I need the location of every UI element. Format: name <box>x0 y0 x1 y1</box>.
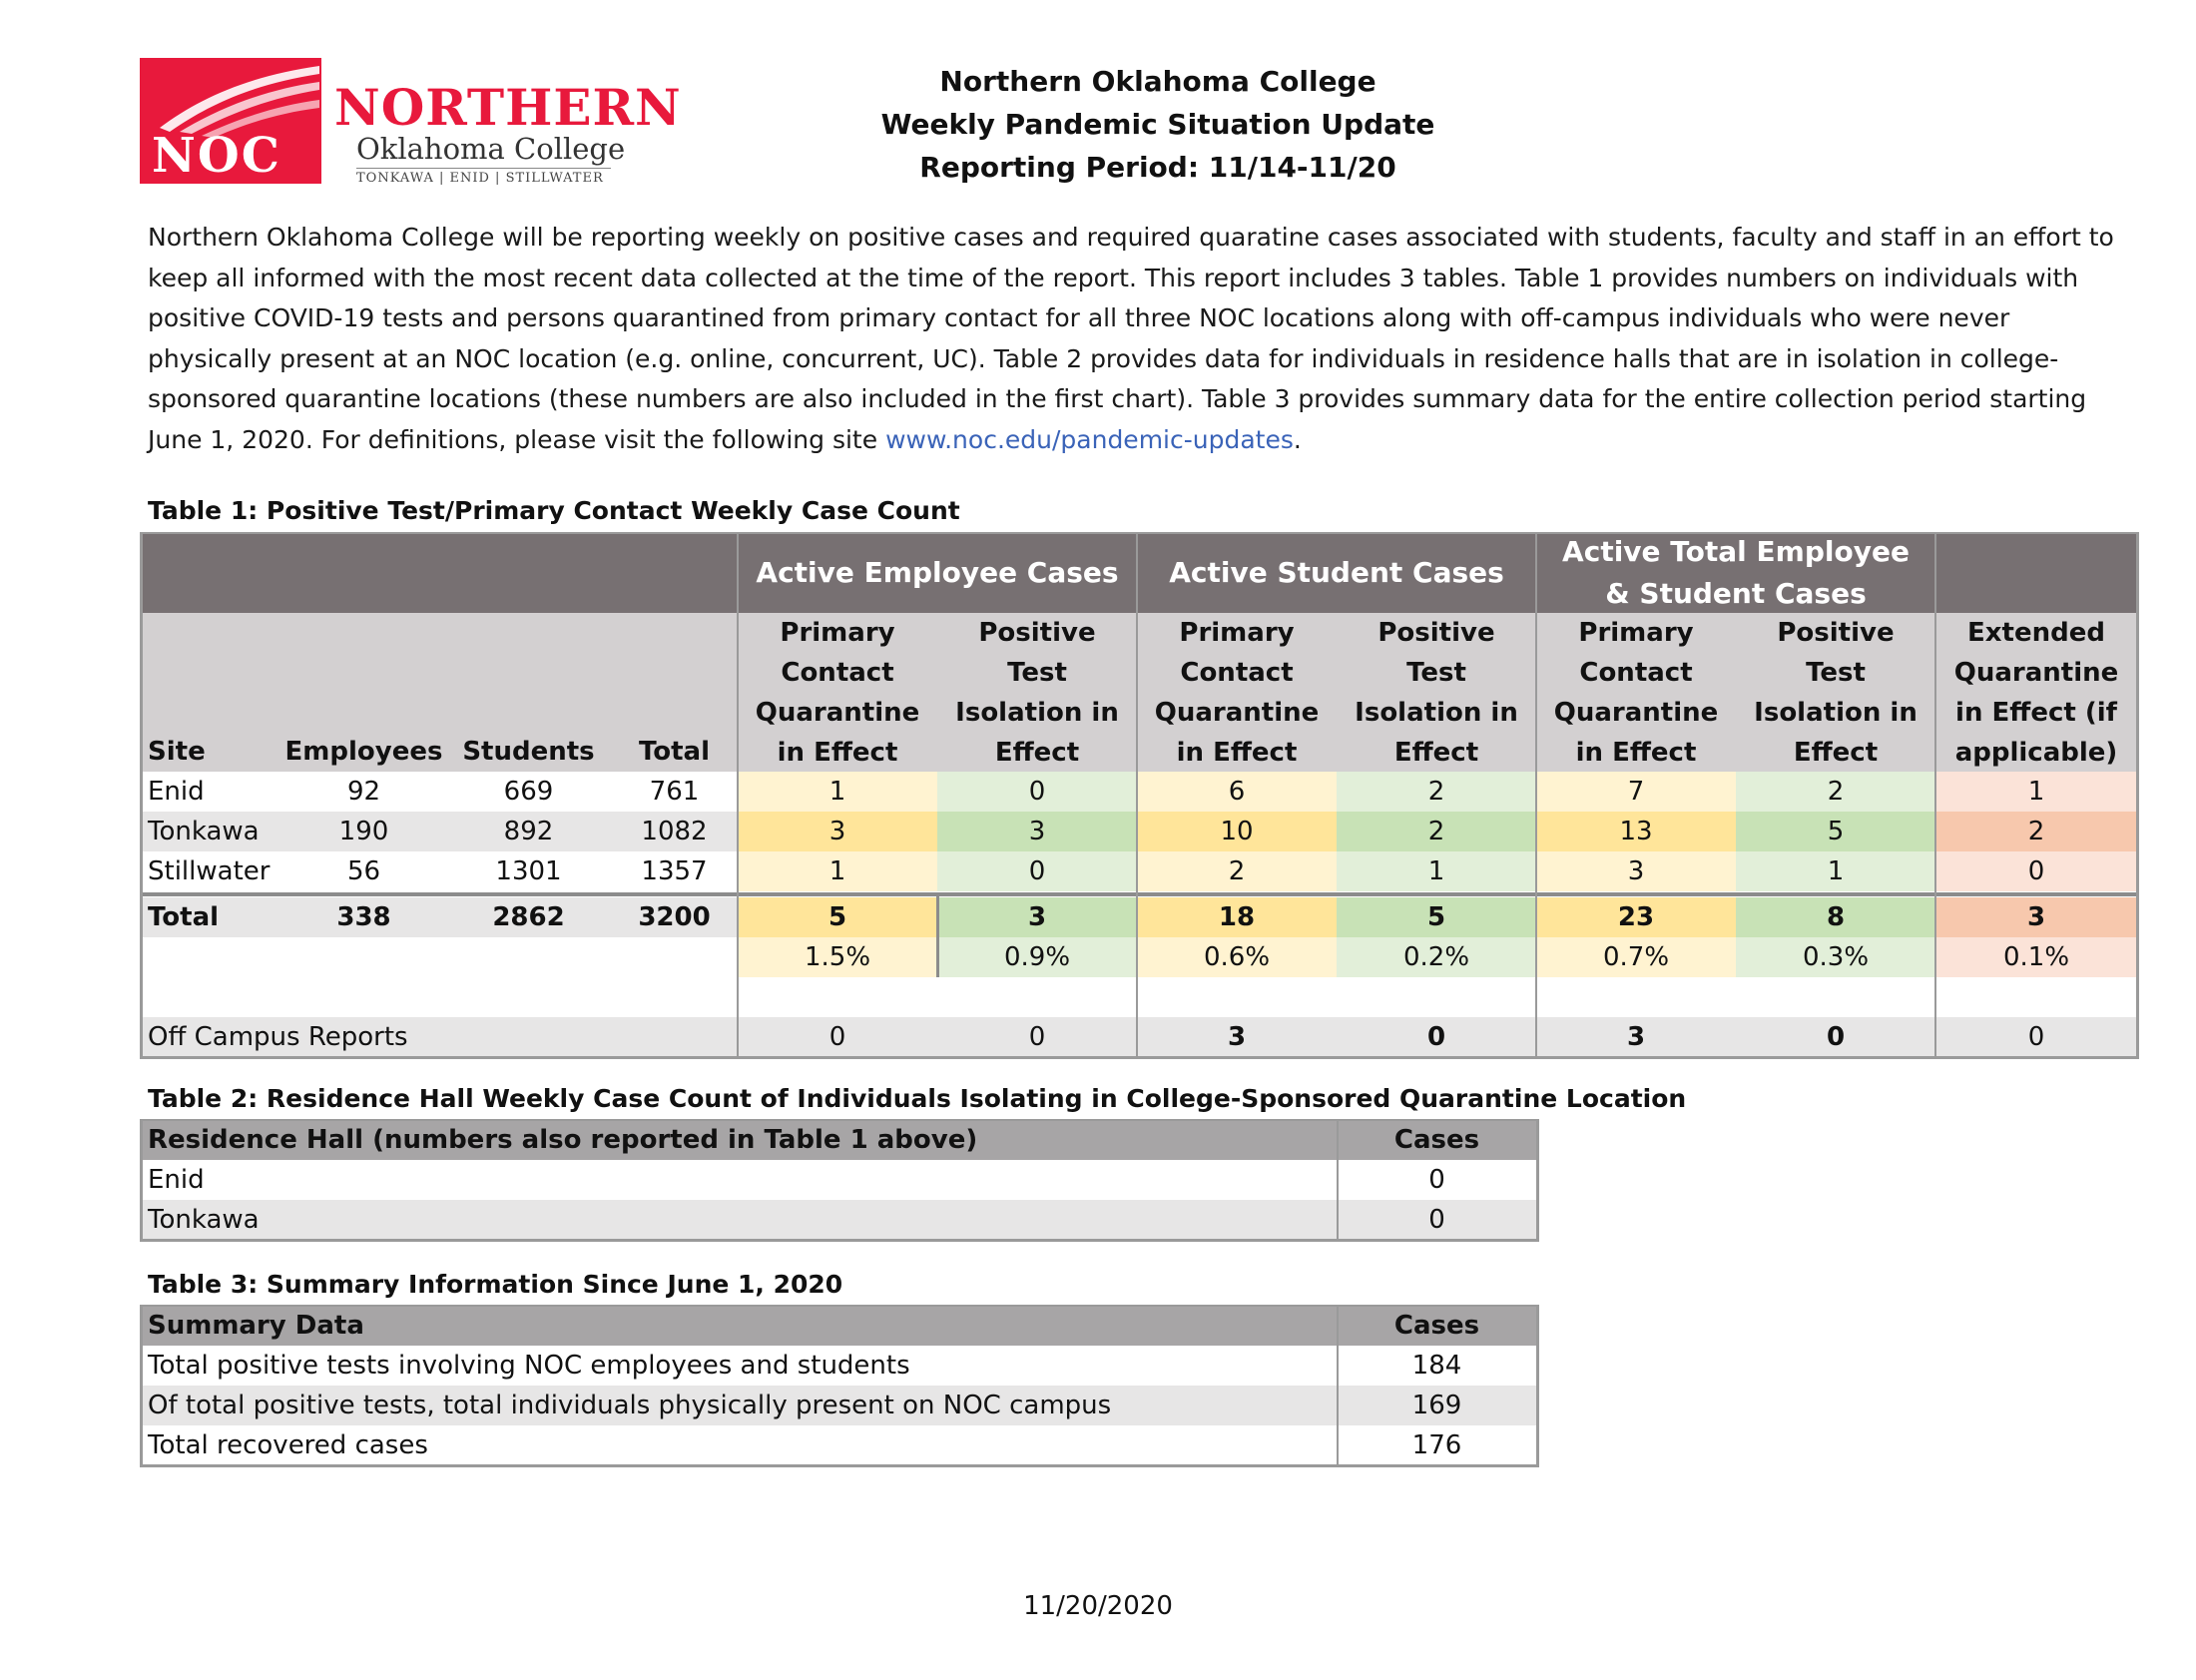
table3-row-present-value: 169 <box>1338 1386 1536 1425</box>
table1-caption: Table 1: Positive Test/Primary Contact Weekly Case Count <box>148 496 960 525</box>
definitions-link[interactable]: www.noc.edu/pandemic-updates <box>885 424 1294 454</box>
table2-caption: Table 2: Residence Hall Weekly Case Count of Individuals Isolating in College-Sponsored Quarantine Location <box>148 1084 1687 1113</box>
row-tonkawa-employees: 190 <box>281 812 446 851</box>
row-stillwater-tot-positive: 1 <box>1736 851 1935 891</box>
table3-border-top <box>141 1305 1538 1307</box>
table2-row-tonkawa-value: 0 <box>1338 1200 1536 1240</box>
row-enid-total: 761 <box>649 777 700 807</box>
col-employee-positive-test: Positive Test Isolation in Effect <box>937 613 1137 772</box>
off-campus-stu-primary: 3 <box>1137 1017 1337 1057</box>
row-total-extended: 3 <box>1935 897 2137 937</box>
row-enid-site: Enid <box>148 777 205 807</box>
intro-end: . <box>1293 424 1302 454</box>
row-stillwater-students: 1301 <box>495 856 562 886</box>
row-total-employees: 338 <box>281 897 446 937</box>
logo-word-oklahoma-college: Oklahoma College <box>356 132 626 166</box>
col-employee-primary-contact: Primary Contact Quarantine in Effect <box>738 613 937 772</box>
intro-text: Northern Oklahoma College will be reporting weekly on positive cases and required quaratine cases associated with students, faculty and staff in an effort to keep all informed with the most recent data collected at the time of the report. This report includes 3 tables. Table 1 provides numbers on individuals with positive COVID-19 tests and persons quarantined from primary contact for all three NOC locations along with off-campus individuals who were never physically present at an NOC location (e.g. online, concurrent, UC). Table 2 provides data for individuals in residence halls that are in isolation in college-sponsored quarantine locations (these numbers are also included in the first chart). Table 3 provides summary data for the entire collection period starting June 1, 2020. For definitions, please visit the following site <box>148 223 2114 454</box>
off-campus-emp-primary: 0 <box>738 1017 937 1057</box>
row-tonkawa-tot-positive: 5 <box>1736 812 1935 851</box>
table2-header: Residence Hall (numbers also reported in Table 1 above) <box>142 1120 1338 1160</box>
row-tonkawa-students: 892 <box>446 812 611 851</box>
row-stillwater-emp-positive: 0 <box>937 851 1137 891</box>
table3-border-left <box>140 1305 143 1467</box>
row-tonkawa-emp-positive: 3 <box>937 812 1137 851</box>
table3-divider <box>1337 1305 1339 1467</box>
row-enid-tot-primary: 7 <box>1536 772 1736 812</box>
header-active-student-cases: Active Student Cases <box>1137 533 1536 613</box>
row-enid-employees: 92 <box>346 777 381 807</box>
row-enid-emp-positive: 0 <box>937 772 1137 812</box>
col-total-positive-test: Positive Test Isolation in Effect <box>1736 613 1935 772</box>
title-line-1: Northern Oklahoma College <box>939 65 1376 98</box>
pct-extended: 0.1% <box>1935 937 2137 977</box>
pct-tot-primary: 0.7% <box>1536 937 1736 977</box>
row-tonkawa-tot-primary: 13 <box>1536 812 1736 851</box>
title-line-3: Reporting Period: 11/14-11/20 <box>919 151 1396 184</box>
row-enid-stu-positive: 2 <box>1337 772 1536 812</box>
off-campus-tot-primary: 3 <box>1536 1017 1736 1057</box>
row-enid-extended: 1 <box>1935 772 2137 812</box>
row-stillwater-total: 1357 <box>641 856 708 886</box>
table2-header-cases: Cases <box>1338 1120 1536 1160</box>
col-extended-quarantine: Extended Quarantine in Effect (if applicable) <box>1935 613 2137 772</box>
footer-date: 11/20/2020 <box>1023 1591 1173 1621</box>
col-employees: Employees <box>281 732 446 772</box>
row-total-emp-primary: 5 <box>738 897 937 937</box>
row-stillwater-employees: 56 <box>346 856 381 886</box>
row-tonkawa-site: Tonkawa <box>142 812 281 851</box>
table3-border-right <box>1536 1305 1539 1467</box>
table2-row-enid-label: Enid <box>148 1165 205 1195</box>
row-tonkawa-total: 1082 <box>611 812 738 851</box>
row-enid-emp-primary: 1 <box>738 772 937 812</box>
table3-row-recovered-label: Total recovered cases <box>148 1430 428 1460</box>
table3-row-recovered-value: 176 <box>1411 1430 1462 1460</box>
off-campus-stu-positive: 0 <box>1337 1017 1536 1057</box>
row-total-stu-primary: 18 <box>1137 897 1337 937</box>
row-stillwater-extended: 0 <box>1935 851 2137 891</box>
row-tonkawa-extended: 2 <box>1935 812 2137 851</box>
logo-word-locations: TONKAWA | ENID | STILLWATER <box>356 168 611 186</box>
off-campus-emp-positive: 0 <box>937 1017 1137 1057</box>
row-stillwater-emp-primary: 1 <box>738 851 937 891</box>
col-students: Students <box>446 732 611 772</box>
header-active-employee-cases: Active Employee Cases <box>738 533 1137 613</box>
col-site: Site <box>142 732 281 772</box>
col-total-primary-contact: Primary Contact Quarantine in Effect <box>1536 613 1736 772</box>
table3-row-positive-label: Total positive tests involving NOC employees and students <box>148 1351 910 1381</box>
row-stillwater-tot-primary: 3 <box>1536 851 1736 891</box>
off-campus-tot-positive: 0 <box>1736 1017 1935 1057</box>
row-total-tot-primary: 23 <box>1536 897 1736 937</box>
pct-emp-positive: 0.9% <box>937 937 1137 977</box>
row-total-emp-positive: 3 <box>937 897 1137 937</box>
table2-row-enid-value: 0 <box>1428 1165 1445 1195</box>
table3-border-bottom <box>141 1464 1538 1467</box>
pct-stu-primary: 0.6% <box>1137 937 1337 977</box>
off-campus-extended: 0 <box>1935 1017 2137 1057</box>
row-enid-students: 669 <box>503 777 554 807</box>
row-total-stu-positive: 5 <box>1337 897 1536 937</box>
table3-row-positive-value: 184 <box>1411 1351 1462 1381</box>
col-student-primary-contact: Primary Contact Quarantine in Effect <box>1137 613 1337 772</box>
table3-header: Summary Data <box>142 1306 1338 1346</box>
logo-noc-text: NOC <box>152 128 281 184</box>
title-line-2: Weekly Pandemic Situation Update <box>880 108 1435 141</box>
table3-row-present-label: Of total positive tests, total individuals physically present on NOC campus <box>142 1386 1338 1425</box>
pct-tot-positive: 0.3% <box>1736 937 1935 977</box>
row-enid-stu-primary: 6 <box>1137 772 1337 812</box>
row-enid-tot-positive: 2 <box>1736 772 1935 812</box>
row-stillwater-stu-positive: 1 <box>1337 851 1536 891</box>
row-tonkawa-stu-positive: 2 <box>1337 812 1536 851</box>
row-tonkawa-emp-primary: 3 <box>738 812 937 851</box>
col-total: Total <box>611 732 738 772</box>
header-active-total-cases: Active Total Employee & Student Cases <box>1536 533 1935 613</box>
row-total-total: 3200 <box>611 897 738 937</box>
row-stillwater-site: Stillwater <box>148 856 271 886</box>
table2-row-tonkawa-label: Tonkawa <box>142 1200 1338 1240</box>
pct-emp-primary: 1.5% <box>738 937 937 977</box>
table3-header-cases: Cases <box>1338 1306 1536 1346</box>
logo-word-northern: NORTHERN <box>334 78 682 137</box>
table3-caption: Table 3: Summary Information Since June 1, 2020 <box>148 1270 843 1299</box>
row-tonkawa-stu-primary: 10 <box>1137 812 1337 851</box>
row-off-campus-label: Off Campus Reports <box>142 1017 738 1057</box>
row-stillwater-stu-primary: 2 <box>1137 851 1337 891</box>
pct-stu-positive: 0.2% <box>1337 937 1536 977</box>
row-total-site: Total <box>142 897 281 937</box>
row-total-tot-positive: 8 <box>1736 897 1935 937</box>
row-total-students: 2862 <box>446 897 611 937</box>
col-student-positive-test: Positive Test Isolation in Effect <box>1337 613 1536 772</box>
